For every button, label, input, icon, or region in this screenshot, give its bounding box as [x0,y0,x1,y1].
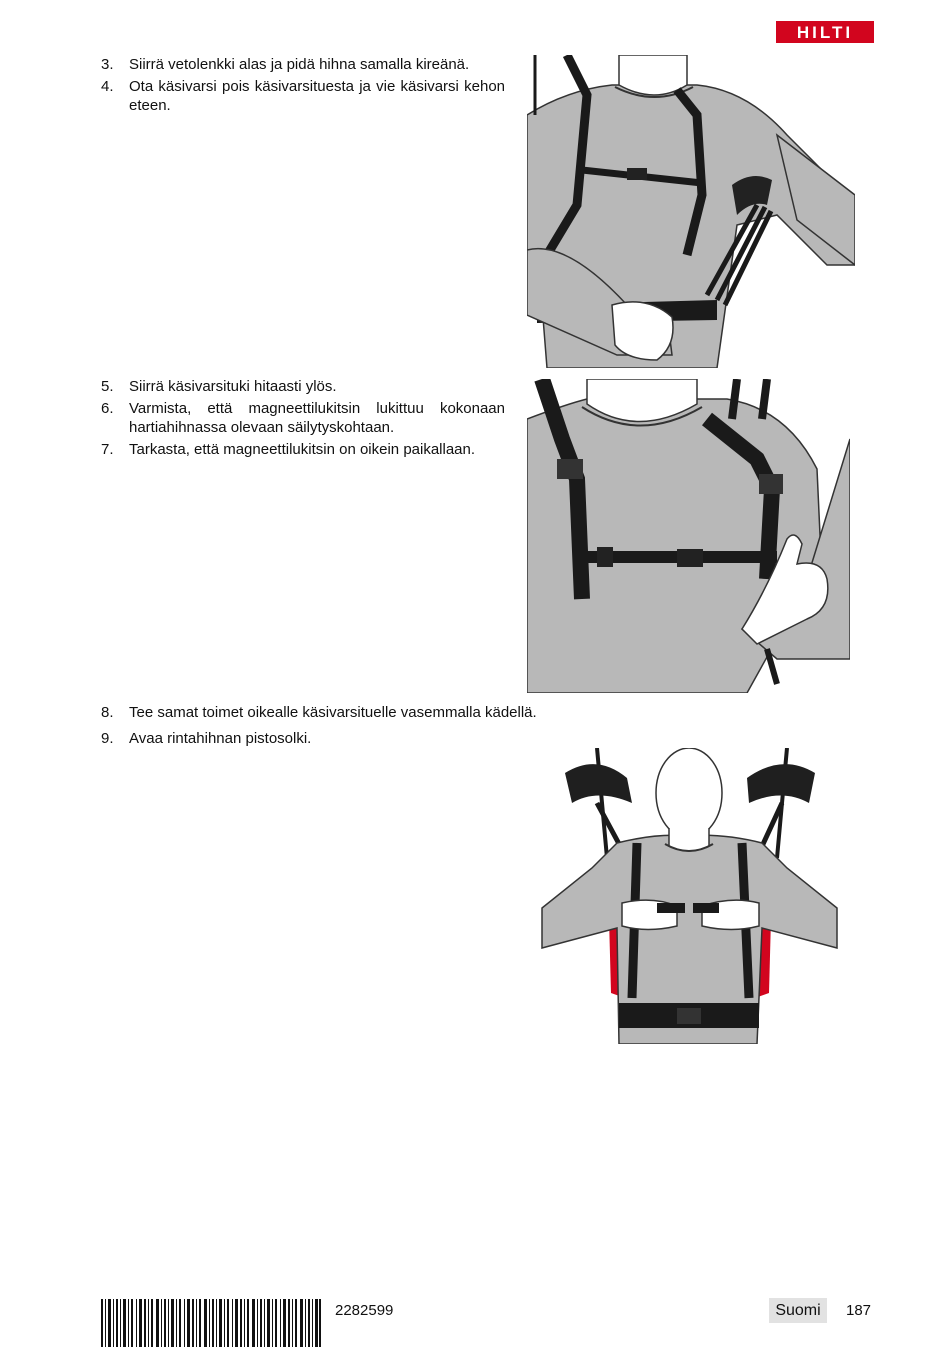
page-number: 187 [846,1302,872,1319]
illustration-magnetic-lock [527,379,850,693]
step-text: Ota käsivarsi pois käsivarsituesta ja vie käsivarsi kehon eteen. [129,78,505,114]
instruction-steps-1 [101,55,505,118]
step-item [101,703,581,722]
document-number: 2282599 [335,1302,394,1319]
step-number: 4. [101,78,114,95]
step-text: Avaa rintahihnan pistosolki. [129,730,312,747]
step-text: Tee samat toimet oikealle käsivarsituelle vasemmalla kädellä. [129,704,537,721]
step-text: Siirrä käsivarsituki hitaasti ylös. [129,378,337,395]
hilti-logo [776,21,874,43]
logo-text: HILTI [796,23,854,42]
step-item [101,440,505,459]
step-number: 7. [101,441,114,458]
instruction-steps-3 [101,703,581,755]
instruction-steps-2 [101,377,505,462]
step-item [101,377,505,396]
illustration-arm-lowering [527,55,855,368]
step-number: 5. [101,378,114,395]
step-text: Siirrä vetolenkki alas ja pidä hihna samalla kireänä. [129,56,470,73]
step-item [101,55,505,74]
barcode [101,1299,321,1347]
step-item [101,729,581,748]
step-number: 3. [101,56,114,73]
step-item [101,399,505,437]
step-number: 8. [101,704,114,721]
language-label: Suomi [769,1298,827,1323]
illustration-chest-buckle [537,748,843,1044]
step-text: Varmista, että magneettilukitsin lukittuu kokonaan hartiahihnassa olevaan säilytyskohtaan. [129,400,505,436]
step-text: Tarkasta, että magneettilukitsin on oikein paikallaan. [129,441,476,458]
step-number: 9. [101,730,114,747]
step-number: 6. [101,400,114,417]
step-item [101,77,505,115]
